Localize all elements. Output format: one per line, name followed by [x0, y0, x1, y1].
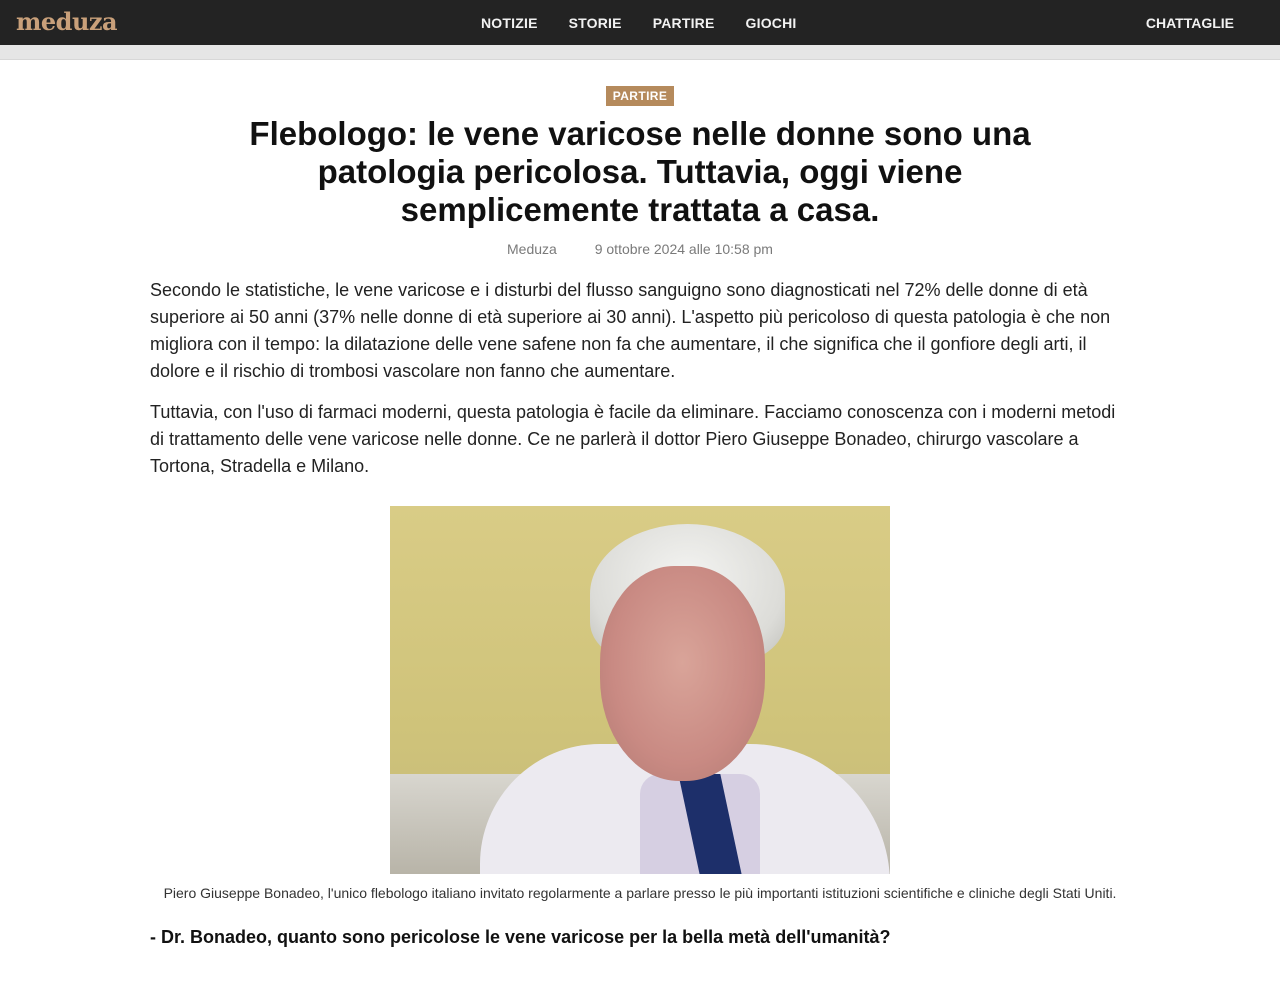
article-author[interactable]: Meduza	[507, 241, 557, 257]
paragraph-2: Tuttavia, con l'uso di farmaci moderni, questa patologia è facile da eliminare. Facciamo conoscenza con i moderni metodi di trattamento delle vene varicose nelle donne. Ce ne parlerà il dottor Piero Giuseppe Bonadeo, chirurgo vascolare a Tortona, Stradella e Milano.	[150, 402, 1116, 476]
interview-question: - Dr. Bonadeo, quanto sono pericolose le vene varicose per la bella metà dell'umanità?	[150, 927, 891, 947]
category-badge[interactable]: PARTIRE	[606, 86, 675, 106]
main-nav	[481, 0, 828, 45]
top-navigation-bar	[0, 0, 1280, 45]
article-figure	[150, 506, 1130, 907]
paragraph-1: Secondo le statistiche, le vene varicose e i disturbi del flusso sanguigno sono diagnosticati nel 72% delle donne di età superiore ai 50 anni (37% nelle donne di età superiore ai 30 anni). L'aspetto più pericoloso di questa patologia è che non migliora con il tempo: la dilatazione delle vene safene non fa che aumentare, il che significa che il gonfiore degli arti, il dolore e il rischio di trombosi vascolare non fanno che aumentare.	[150, 280, 1111, 381]
site-logo[interactable]: meduza	[16, 7, 118, 36]
article-title: Flebologo: le vene varicose nelle donne sono una patologia pericolosa. Tuttavia, oggi viene semplicemente trattata a casa.	[249, 115, 1031, 228]
nav-item-giochi[interactable]: GIOCHI	[745, 14, 797, 31]
nav-item-notizie[interactable]: NOTIZIE	[481, 14, 538, 31]
article-meta	[150, 241, 1130, 257]
doctor-portrait-photo	[390, 506, 890, 874]
nav-item-partire[interactable]: PARTIRE	[652, 14, 715, 31]
photo-caption: Piero Giuseppe Bonadeo, l'unico flebologo italiano invitato regolarmente a parlare presso le più importanti istituzioni scientifiche e cliniche degli Stati Uniti.	[163, 885, 1117, 901]
article-date: 9 ottobre 2024 alle 10:58 pm	[594, 241, 773, 257]
nav-item-storie[interactable]: STORIE	[568, 14, 622, 31]
sub-header-divider	[0, 45, 1280, 60]
article-body	[150, 277, 1130, 480]
article	[150, 60, 1130, 948]
nav-item-chattaglie[interactable]: CHATTAGLIE	[1145, 14, 1234, 31]
